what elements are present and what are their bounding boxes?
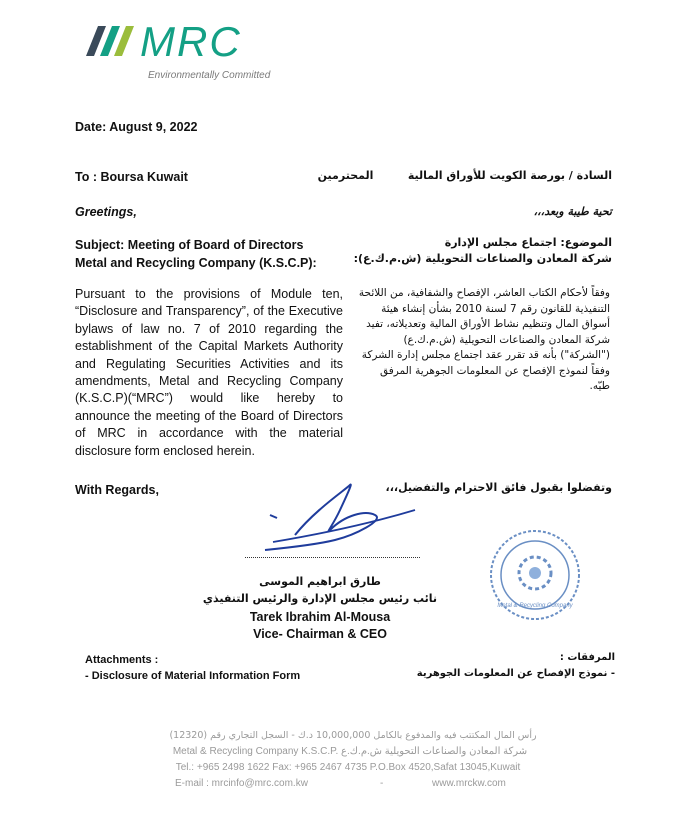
letter-date: Date: August 9, 2022: [75, 120, 198, 134]
greeting-ar: تحية طيبة وبعد،،،: [533, 205, 612, 218]
footer-dash: -: [380, 778, 384, 789]
subject-en-line1: Subject: Meeting of Board of Directors: [75, 238, 304, 252]
footer-contact: Tel.: +965 2498 1622 Fax: +965 2467 4735 P.O.Box 4520,Safat 13045,Kuwait: [175, 762, 521, 773]
recipient-en: To : Boursa Kuwait: [75, 170, 188, 184]
footer-website: www.mrckw.com: [432, 778, 506, 789]
recipient-ar-suffix: المحترمين: [317, 169, 374, 182]
greeting-en: Greetings,: [75, 205, 137, 219]
signatory-name-ar: طارق ابراهيم الموسى: [259, 575, 381, 588]
company-seal: [485, 525, 585, 625]
logo-tagline: Environmentally Committed: [148, 70, 271, 81]
regards-ar: وتفضلوا بقبول فائق الاحترام والتفضيل،،،: [385, 481, 612, 494]
subject-en-line2: Metal and Recycling Company (K.S.C.P):: [75, 256, 317, 270]
footer-company-name: Metal & Recycling Company K.S.C.P. شركة المعادن والصناعات التحويلية ش.م.ك.ع: [172, 746, 528, 757]
recipient-ar: [312, 169, 612, 182]
recipient-ar-name: السادة / بورصة الكويت للأوراق المالية: [407, 169, 612, 182]
seal-text: Metal & Recycling Company: [497, 603, 573, 609]
handwritten-signature: [255, 480, 425, 555]
attachments-item-en: - Disclosure of Material Information Form: [85, 670, 301, 682]
subject-ar-line2: شركة المعادن والصناعات التحويلية (ش.م.ك.ع):: [353, 252, 612, 265]
regards-en: With Regards,: [75, 483, 159, 497]
signatory-title-ar: نائب رئيس مجلس الإدارة والرئيس التنفيذي: [202, 592, 438, 605]
signature-dotted-line: [245, 557, 420, 558]
attachments-label-en: Attachments :: [85, 654, 159, 666]
footer-capital-line: رأس المال المكتتب فيه والمدفوع بالكامل 10,000,000 د.ك - السجل التجاري رقم (12320): [169, 730, 537, 741]
attachments-item-ar: - نموذج الإفصاح عن المعلومات الجوهرية: [416, 668, 615, 679]
logo-wordmark: MRC: [140, 18, 242, 65]
mrc-logo-mark: [84, 14, 284, 66]
body-en: Pursuant to the provisions of Module ten, “Disclosure and Transparency”, of the Executive bylaws of law no. 7 of 2010 regarding the establishment of the Capital Markets Authority and Regulating Securities Activities and its amendments, Metal and Recycling Company (K.S.C.P)(“MRC”) would like hereby to announce the meeting of the Board of Directors of MRC in accordance with the material disclosure form enclosed herein.: [75, 287, 343, 458]
signatory-name-en: Tarek Ibrahim Al-Mousa: [249, 610, 391, 624]
company-logo: [84, 10, 284, 85]
subject-ar-line1: الموضوع: اجتماع مجلس الإدارة: [444, 236, 612, 249]
attachments-label-ar: المرفقات :: [559, 652, 615, 663]
body-ar: وفقاً لأحكام الكتاب العاشر، الإفصاح والشفافية، من اللائحة التنفيذية للقانون رقم 7 لسنة 2010 بشأن إنشاء هيئة أسواق المال وتنظيم نشاط الأوراق المالية وتعديلاته، تفيد شركة المعادن والصناعات التحويلية (ش.م.ك.ع) ("الشركة") بأنه قد تقرر عقد اجتماع مجلس إدارة الشركة وفقاً لنموذج الإفصاح عن المعلومات الجوهرية المرفق طيّه.: [358, 287, 610, 392]
signatory-title-en: Vice- Chairman & CEO: [253, 627, 387, 641]
footer-email: E-mail : mrcinfo@mrc.com.kw: [175, 778, 308, 789]
